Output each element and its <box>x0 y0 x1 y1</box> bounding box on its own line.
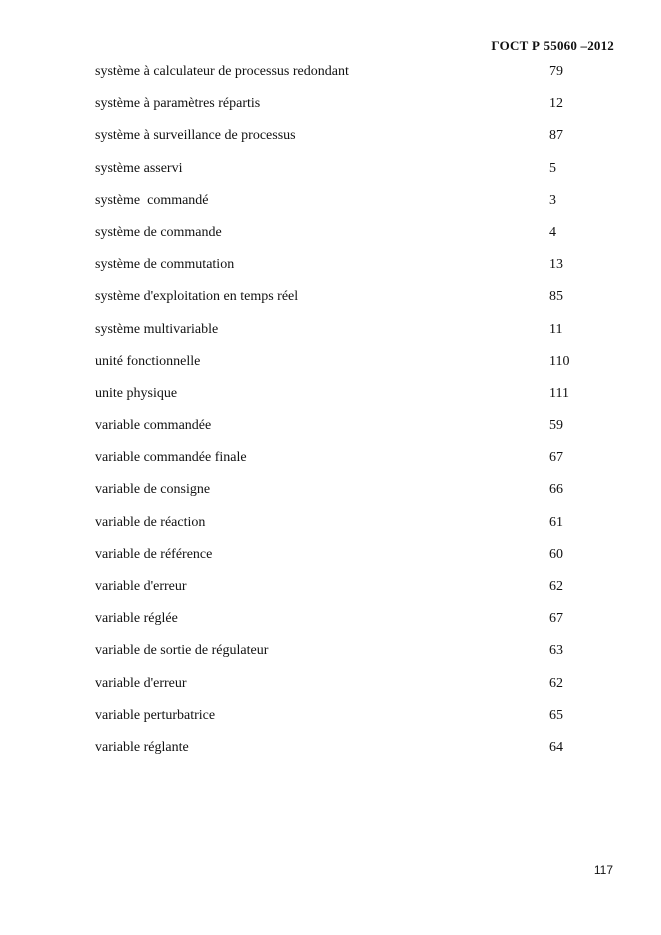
index-page-ref: 67 <box>549 450 563 466</box>
index-entry <box>95 223 615 255</box>
index-term: variable de sortie de régulateur <box>95 643 269 659</box>
index-page-ref: 4 <box>549 224 556 240</box>
index-entry <box>95 62 615 94</box>
document-header: ГОСТ Р 55060 –2012 <box>491 38 614 53</box>
index-entry <box>95 352 615 384</box>
index-entry <box>95 480 615 512</box>
index-term: système de commande <box>95 224 222 240</box>
index-page-ref: 61 <box>549 514 563 530</box>
index-page-ref: 110 <box>549 353 570 369</box>
index-entry <box>95 416 615 448</box>
index-entry <box>95 126 615 158</box>
index-term: unite physique <box>95 385 178 401</box>
index-term: variable d'erreur <box>95 675 187 691</box>
index-page-ref: 60 <box>549 546 563 562</box>
index-entry <box>95 577 615 609</box>
index-entry <box>95 545 615 577</box>
page-number: 117 <box>593 863 613 877</box>
index-entry <box>95 609 615 641</box>
index-page-ref: 5 <box>549 160 556 176</box>
index-term: variable commandée finale <box>95 450 247 466</box>
index-page-ref: 62 <box>549 675 563 691</box>
index-page-ref: 63 <box>549 643 563 659</box>
index-entry <box>95 320 615 352</box>
index-entry <box>95 384 615 416</box>
index-term: variable réglée <box>95 611 178 627</box>
index-entry <box>95 448 615 480</box>
index-entry <box>95 706 615 738</box>
index-list <box>95 62 615 770</box>
index-entry <box>95 674 615 706</box>
index-entry <box>95 513 615 545</box>
index-term: variable de réaction <box>95 514 206 530</box>
index-page-ref: 12 <box>549 96 563 112</box>
index-page-ref: 87 <box>549 128 563 144</box>
index-page-ref: 111 <box>549 385 569 401</box>
index-entry <box>95 641 615 673</box>
index-term: système à calculateur de processus redondant <box>95 64 349 79</box>
index-term: variable de référence <box>95 546 213 562</box>
index-page-ref: 79 <box>549 64 563 79</box>
index-term: système d'exploitation en temps réel <box>95 289 299 305</box>
index-term: variable de consigne <box>95 482 211 498</box>
index-page-ref: 13 <box>549 257 563 273</box>
index-entry <box>95 191 615 223</box>
index-term: système asservi <box>95 160 183 176</box>
index-term: système commandé <box>95 192 209 208</box>
index-term: unité fonctionnelle <box>95 353 201 369</box>
index-page-ref: 65 <box>549 707 563 723</box>
index-page-ref: 59 <box>549 418 563 434</box>
index-term: système à surveillance de processus <box>95 128 296 144</box>
index-term: variable commandée <box>95 418 212 434</box>
index-entry <box>95 738 615 770</box>
index-term: variable réglante <box>95 739 189 755</box>
index-entry <box>95 159 615 191</box>
index-page-ref: 11 <box>549 321 563 337</box>
index-entry <box>95 255 615 287</box>
index-entry <box>95 287 615 319</box>
index-page-ref: 62 <box>549 579 563 594</box>
index-entry <box>95 94 615 126</box>
index-page-ref: 67 <box>549 611 563 627</box>
index-term: système à paramètres répartis <box>95 96 261 112</box>
index-term: variable d'erreur <box>95 579 187 594</box>
index-term: système de commutation <box>95 257 235 273</box>
index-page-ref: 3 <box>549 192 556 208</box>
index-term: système multivariable <box>95 321 219 337</box>
index-page-ref: 85 <box>549 289 563 305</box>
index-page-ref: 66 <box>549 482 563 498</box>
index-term: variable perturbatrice <box>95 707 216 723</box>
index-page-ref: 64 <box>549 739 563 755</box>
